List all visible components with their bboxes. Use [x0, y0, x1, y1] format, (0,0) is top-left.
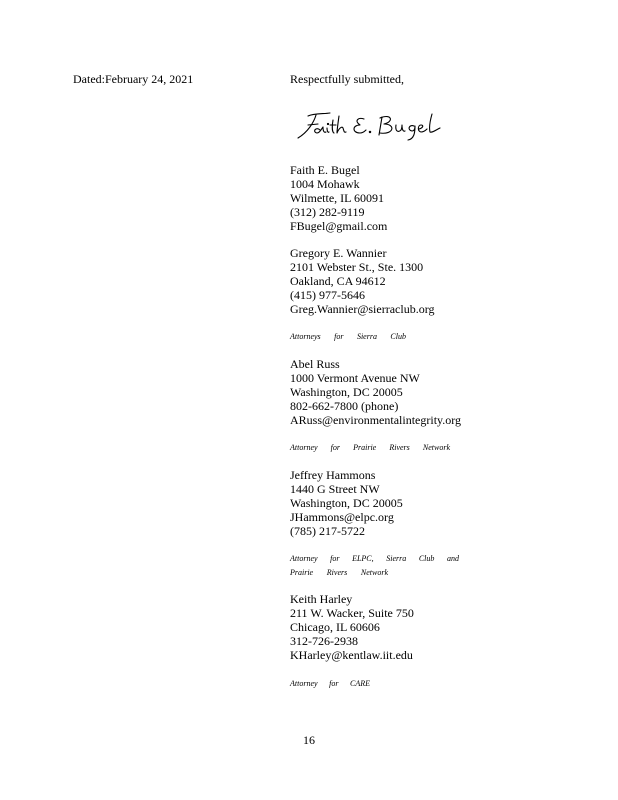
signatory-block-harley — [290, 592, 590, 662]
phone: 802-662-7800 (phone) — [290, 399, 399, 413]
role-sierra-club — [290, 330, 406, 344]
role-care — [290, 677, 370, 691]
phone: 312-726-2938 — [290, 634, 358, 648]
street: 211 W. Wacker, Suite 750 — [290, 606, 414, 620]
email: Greg.Wannier@sierraclub.org — [290, 302, 435, 316]
date-line: Dated:February 24, 2021 — [73, 72, 194, 86]
role-line: Attorney for CARE — [290, 679, 370, 688]
name: Abel Russ — [290, 357, 340, 371]
name: Jeffrey Hammons — [290, 468, 376, 482]
signatory-block-bugel — [290, 163, 590, 233]
city: Oakland, CA 94612 — [290, 274, 386, 288]
page-number: 16 — [303, 733, 315, 747]
role-elpc — [290, 552, 459, 580]
email: ARuss@environmentalintegrity.org — [290, 413, 462, 427]
role-prairie-rivers — [290, 441, 450, 455]
role-line: Attorney for ELPC, Sierra Club and — [290, 554, 459, 563]
phone: (312) 282-9119 — [290, 205, 365, 219]
street: 1000 Vermont Avenue NW — [290, 371, 420, 385]
role-line: Attorney for Prairie Rivers Network — [290, 443, 450, 452]
phone: (415) 977-5646 — [290, 288, 365, 302]
closing-line: Respectfully submitted, — [290, 72, 404, 86]
street: 1004 Mohawk — [290, 177, 360, 191]
name: Keith Harley — [290, 592, 353, 606]
city: Wilmette, IL 60091 — [290, 191, 385, 205]
signatory-block-russ — [290, 357, 590, 427]
street: 2101 Webster St., Ste. 1300 — [290, 260, 424, 274]
city: Washington, DC 20005 — [290, 496, 403, 510]
email: KHarley@kentlaw.iit.edu — [290, 648, 413, 662]
city: Washington, DC 20005 — [290, 385, 403, 399]
email: JHammons@elpc.org — [290, 510, 394, 524]
name: Faith E. Bugel — [290, 163, 360, 177]
city: Chicago, IL 60606 — [290, 620, 380, 634]
street: 1440 G Street NW — [290, 482, 380, 496]
signatory-block-wannier — [290, 246, 590, 316]
signatory-block-hammons — [290, 468, 590, 538]
name: Gregory E. Wannier — [290, 246, 387, 260]
role-line: Prairie Rivers Network — [290, 568, 388, 577]
phone: (785) 217-5722 — [290, 524, 365, 538]
email: FBugel@gmail.com — [290, 219, 388, 233]
signature — [294, 108, 454, 144]
role-line: Attorneys for Sierra Club — [290, 332, 406, 341]
